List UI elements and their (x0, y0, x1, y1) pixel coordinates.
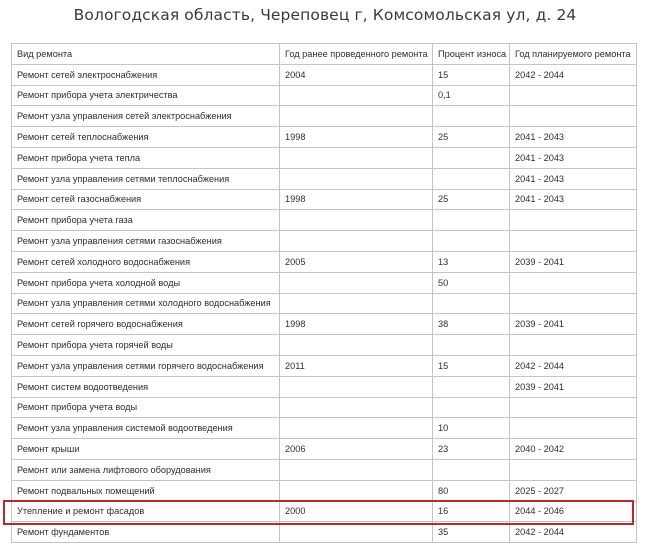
cell-wear-percent (433, 335, 510, 356)
cell-previous-year (280, 168, 433, 189)
cell-repair-type: Ремонт узла управления сетями газоснабжения (12, 231, 280, 252)
table-row (12, 459, 637, 480)
cell-repair-type: Ремонт узла управления сетями горячего водоснабжения (12, 355, 280, 376)
table-row (12, 127, 637, 148)
table-header-row (12, 44, 637, 65)
table-row (12, 522, 637, 543)
cell-repair-type: Ремонт прибора учета газа (12, 210, 280, 231)
cell-wear-percent: 23 (433, 439, 510, 460)
cell-planned-year: 2042 - 2044 (510, 522, 637, 543)
cell-planned-year: 2042 - 2044 (510, 355, 637, 376)
cell-wear-percent (433, 376, 510, 397)
cell-repair-type: Ремонт фундаментов (12, 522, 280, 543)
cell-previous-year (280, 376, 433, 397)
cell-wear-percent: 38 (433, 314, 510, 335)
cell-previous-year: 1998 (280, 189, 433, 210)
cell-previous-year: 2006 (280, 439, 433, 460)
cell-wear-percent: 0,1 (433, 85, 510, 106)
cell-planned-year (510, 397, 637, 418)
cell-planned-year: 2039 - 2041 (510, 314, 637, 335)
cell-wear-percent: 13 (433, 251, 510, 272)
header-repair-type: Вид ремонта (12, 44, 280, 65)
cell-previous-year (280, 522, 433, 543)
cell-planned-year: 2039 - 2041 (510, 376, 637, 397)
cell-planned-year (510, 418, 637, 439)
cell-planned-year: 2041 - 2043 (510, 147, 637, 168)
cell-repair-type: Ремонт сетей горячего водоснабжения (12, 314, 280, 335)
cell-previous-year: 2005 (280, 251, 433, 272)
header-previous-year: Год ранее проведенного ремонта (280, 44, 433, 65)
cell-repair-type: Ремонт узла управления сетями холодного водоснабжения (12, 293, 280, 314)
repair-table (11, 43, 637, 543)
cell-repair-type: Ремонт узла управления сетями теплоснабжения (12, 168, 280, 189)
cell-wear-percent (433, 168, 510, 189)
table-row (12, 397, 637, 418)
cell-planned-year: 2025 - 2027 (510, 480, 637, 501)
cell-repair-type: Ремонт прибора учета тепла (12, 147, 280, 168)
table-row (12, 251, 637, 272)
cell-previous-year: 2011 (280, 355, 433, 376)
cell-wear-percent (433, 293, 510, 314)
cell-planned-year (510, 272, 637, 293)
cell-planned-year: 2041 - 2043 (510, 168, 637, 189)
table-row (12, 335, 637, 356)
cell-previous-year (280, 293, 433, 314)
cell-wear-percent: 50 (433, 272, 510, 293)
header-wear-percent: Процент износа (433, 44, 510, 65)
cell-previous-year (280, 106, 433, 127)
cell-repair-type: Ремонт систем водоотведения (12, 376, 280, 397)
table-row (12, 147, 637, 168)
cell-previous-year (280, 335, 433, 356)
table-row (12, 376, 637, 397)
cell-wear-percent (433, 147, 510, 168)
table-row (12, 106, 637, 127)
cell-wear-percent: 16 (433, 501, 510, 522)
cell-repair-type: Ремонт сетей теплоснабжения (12, 127, 280, 148)
cell-previous-year: 2004 (280, 64, 433, 85)
cell-planned-year (510, 106, 637, 127)
cell-planned-year (510, 459, 637, 480)
cell-wear-percent (433, 106, 510, 127)
cell-wear-percent: 15 (433, 64, 510, 85)
cell-repair-type: Утепление и ремонт фасадов (12, 501, 280, 522)
cell-previous-year (280, 210, 433, 231)
page-title: Вологодская область, Череповец г, Комсомольская ул, д. 24 (73, 6, 577, 24)
table-body (12, 64, 637, 542)
table-row (12, 418, 637, 439)
cell-planned-year (510, 293, 637, 314)
cell-previous-year (280, 480, 433, 501)
cell-planned-year: 2039 - 2041 (510, 251, 637, 272)
cell-repair-type: Ремонт подвальных помещений (12, 480, 280, 501)
cell-planned-year: 2044 - 2046 (510, 501, 637, 522)
cell-wear-percent: 35 (433, 522, 510, 543)
cell-wear-percent (433, 231, 510, 252)
cell-previous-year (280, 418, 433, 439)
cell-wear-percent (433, 459, 510, 480)
table-row (12, 439, 637, 460)
cell-planned-year (510, 335, 637, 356)
table-row (12, 272, 637, 293)
cell-previous-year (280, 397, 433, 418)
cell-previous-year (280, 231, 433, 252)
cell-wear-percent: 15 (433, 355, 510, 376)
table-row-highlighted (12, 501, 637, 522)
cell-previous-year: 1998 (280, 127, 433, 148)
table-row (12, 355, 637, 376)
table-row (12, 168, 637, 189)
table-row (12, 85, 637, 106)
cell-previous-year: 2000 (280, 501, 433, 522)
cell-wear-percent: 25 (433, 127, 510, 148)
table-row (12, 189, 637, 210)
table-row (12, 64, 637, 85)
cell-repair-type: Ремонт прибора учета воды (12, 397, 280, 418)
cell-repair-type: Ремонт прибора учета электричества (12, 85, 280, 106)
table-row (12, 231, 637, 252)
cell-repair-type: Ремонт сетей газоснабжения (12, 189, 280, 210)
cell-planned-year: 2042 - 2044 (510, 64, 637, 85)
cell-planned-year: 2041 - 2043 (510, 189, 637, 210)
cell-previous-year (280, 272, 433, 293)
cell-planned-year: 2041 - 2043 (510, 127, 637, 148)
table-row (12, 480, 637, 501)
cell-wear-percent: 25 (433, 189, 510, 210)
header-planned-year: Год планируемого ремонта (510, 44, 637, 65)
table-row (12, 293, 637, 314)
cell-previous-year (280, 85, 433, 106)
cell-repair-type: Ремонт прибора учета холодной воды (12, 272, 280, 293)
cell-repair-type: Ремонт узла управления сетей электроснабжения (12, 106, 280, 127)
cell-planned-year: 2040 - 2042 (510, 439, 637, 460)
cell-previous-year: 1998 (280, 314, 433, 335)
cell-previous-year (280, 147, 433, 168)
cell-wear-percent: 80 (433, 480, 510, 501)
cell-planned-year (510, 85, 637, 106)
cell-wear-percent: 10 (433, 418, 510, 439)
cell-repair-type: Ремонт прибора учета горячей воды (12, 335, 280, 356)
cell-repair-type: Ремонт сетей холодного водоснабжения (12, 251, 280, 272)
table-row (12, 210, 637, 231)
cell-repair-type: Ремонт или замена лифтового оборудования (12, 459, 280, 480)
table-row (12, 314, 637, 335)
cell-planned-year (510, 210, 637, 231)
cell-previous-year (280, 459, 433, 480)
cell-wear-percent (433, 210, 510, 231)
cell-repair-type: Ремонт узла управления системой водоотведения (12, 418, 280, 439)
cell-repair-type: Ремонт сетей электроснабжения (12, 64, 280, 85)
cell-repair-type: Ремонт крыши (12, 439, 280, 460)
cell-planned-year (510, 231, 637, 252)
cell-wear-percent (433, 397, 510, 418)
